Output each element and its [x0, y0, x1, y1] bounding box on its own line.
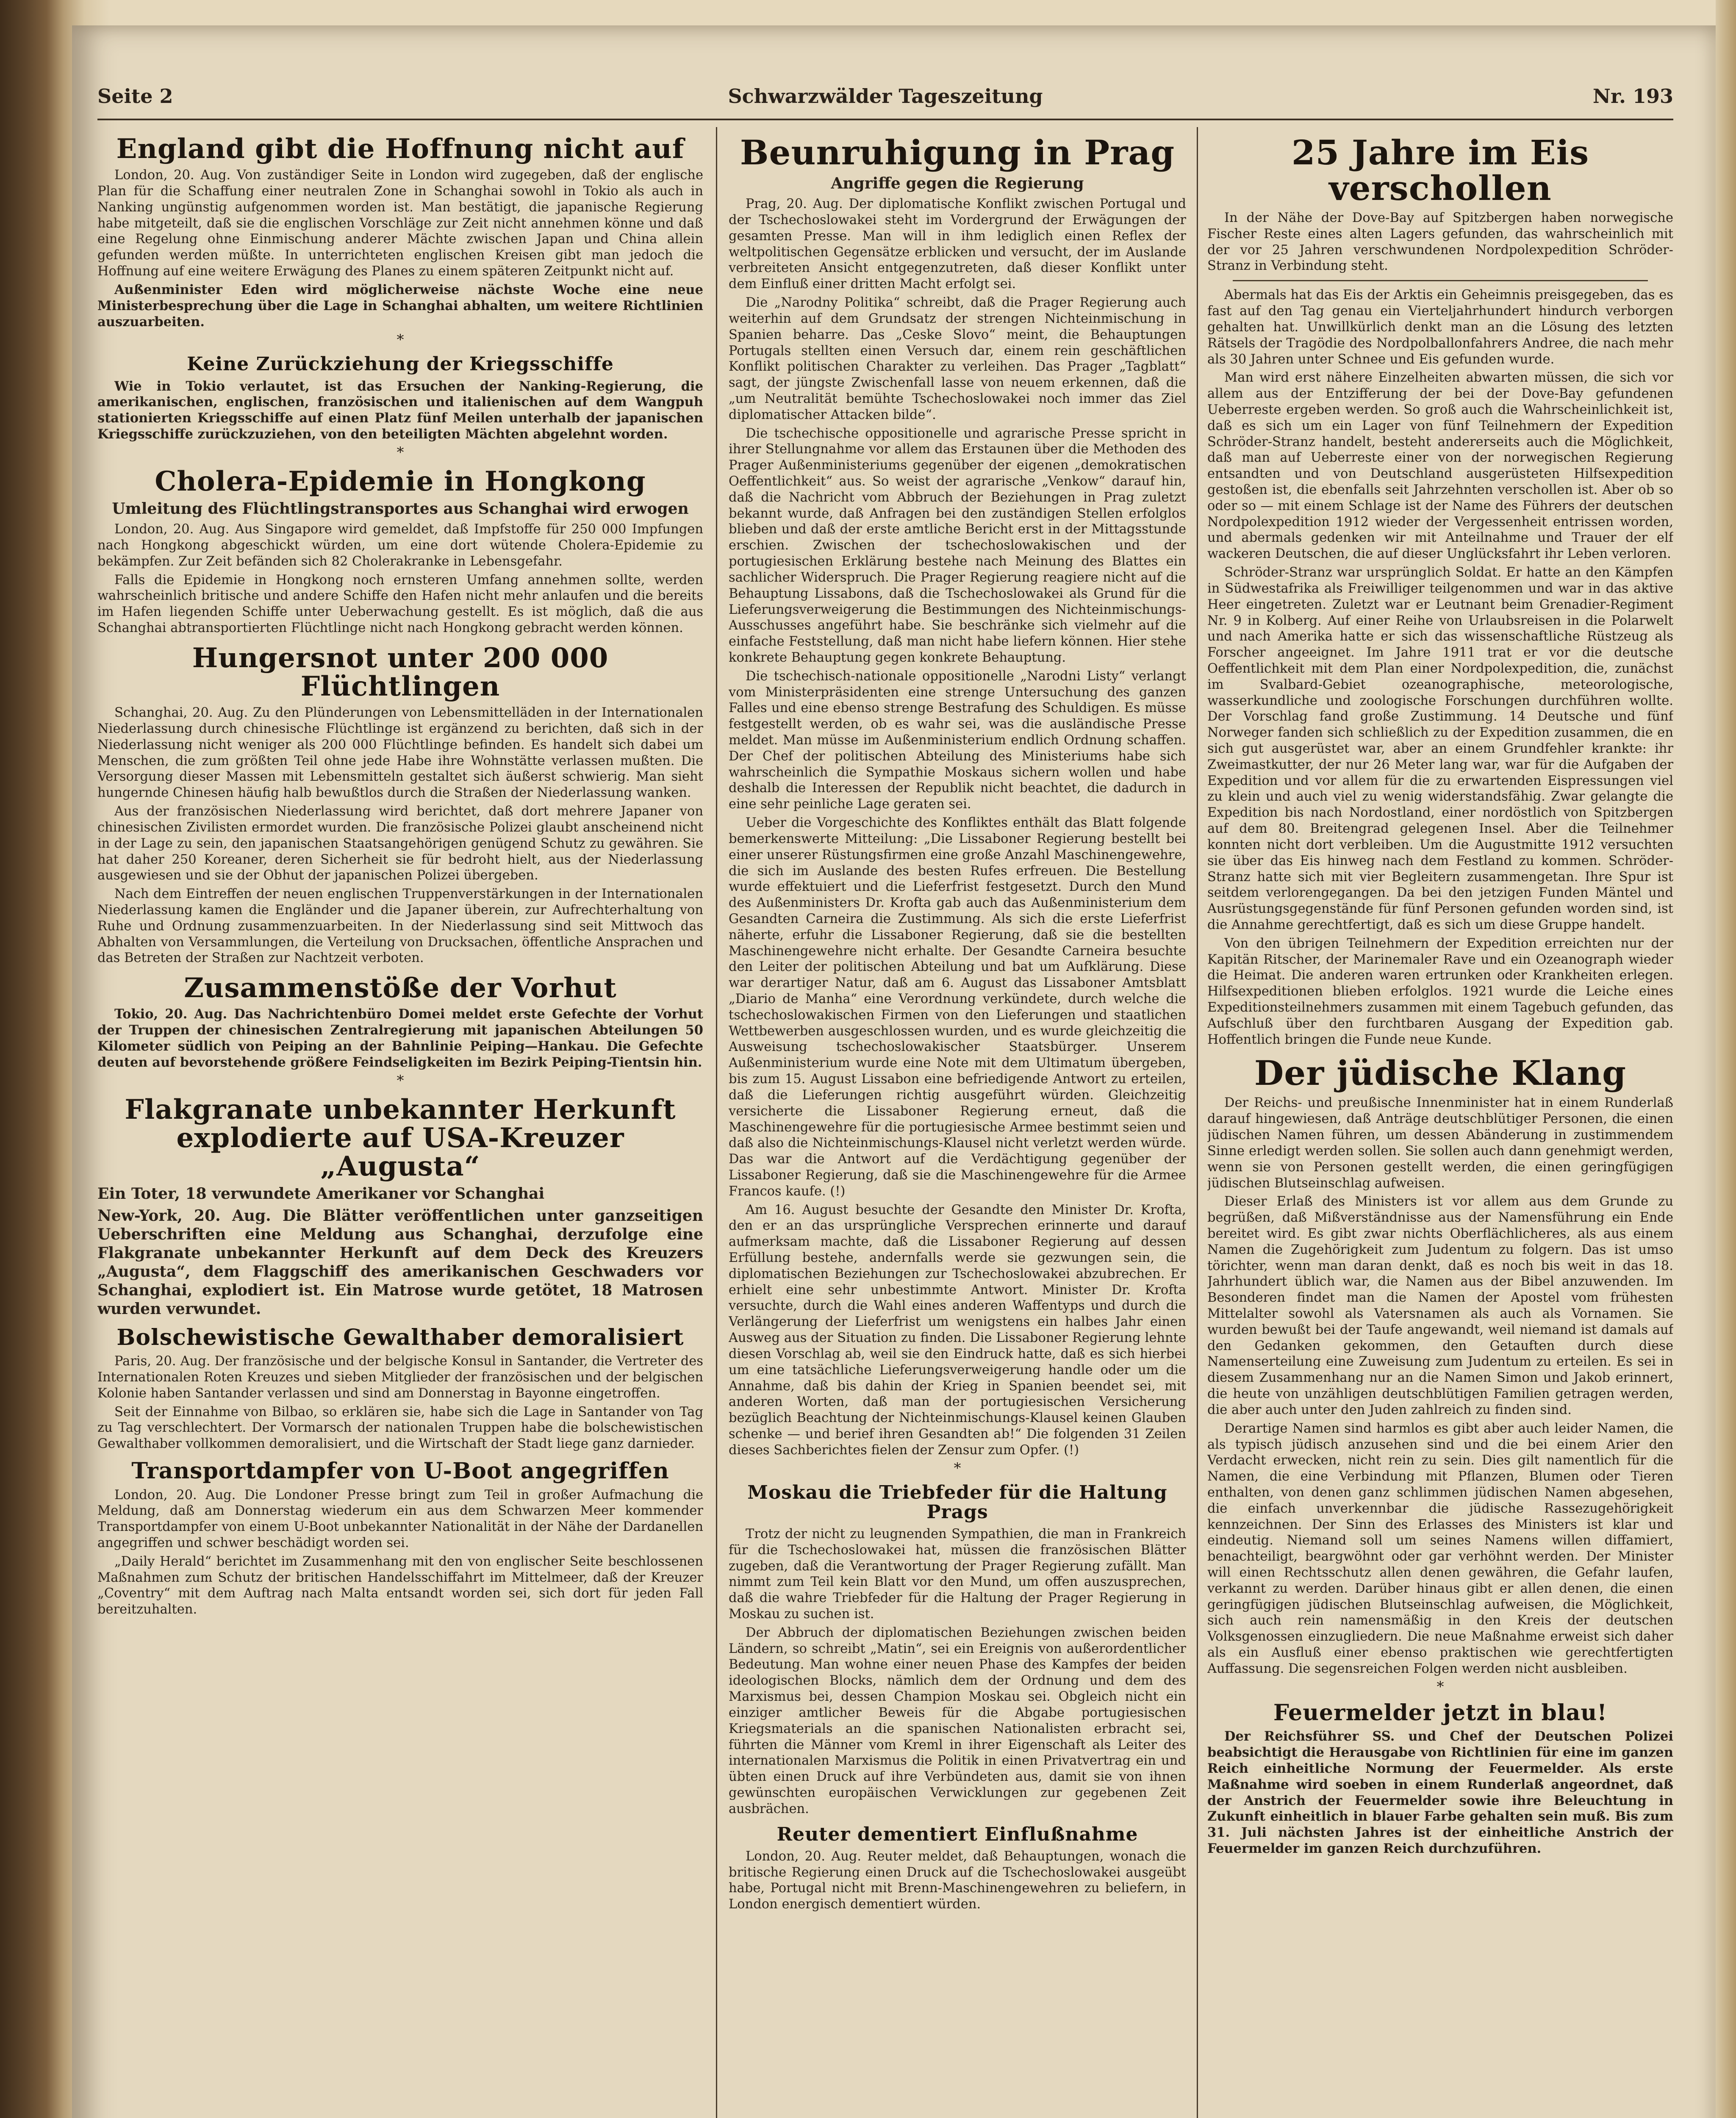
separator-star: * — [397, 331, 404, 349]
article-paragraph: Am 16. August besuchte der Gesandte den Minister Dr. Krofta, den er an das ursprüngliche Versprechen erinnerte und darauf aufmerksam machte, daß die Lissaboner Regierung auf dessen Erfüllung bestehe, andernfalls werde sie gezwungen sein, die diplomatischen Beziehungen zur Tschechoslowakei abzubrechen. Er erhielt eine sehr unbestimmte Antwort. Minister Dr. Krofta versuchte, durch die Wahl eines anderen Waffentyps und durch die Verlängerung der Lieferfrist um wenigstens ein halbes Jahr einen Ausweg aus der Situation zu finden. Die Lissaboner Regierung lehnte diesen Vorschlag ab, weil sie den Eindruck hatte, daß es sich hierbei um eine tatsächliche Lieferungsverweigerung handle oder um die Annahme, daß bis dahin der Krieg in Spanien beendet sei, mit anderen Worten, daß man der portugiesischen Versicherung bezüglich Beachtung der Nichteinmischungs-Klausel keinen Glauben schenke — und berief ihren Gesandten ab!“ Die folgenden 31 Zeilen dieses Sachberichtes fielen der Zensur zum Opfer. (!) — [729, 1202, 1186, 1458]
article-paragraph: Außenminister Eden wird möglicherweise nächste Woche eine neue Ministerbesprechung über die Lage in Schanghai abhalten, um weitere Richtlinien auszuarbeiten. — [97, 282, 703, 330]
article-paragraph: Paris, 20. Aug. Der französische und der belgische Konsul in Santander, die Vertreter des Internationalen Roten Kreuzes und sieben Mitglieder der französischen und der belgischen Kolonie haben Santander verlassen und sind am Donnerstag in Bayonne eingetroffen. — [97, 1354, 703, 1401]
separator-star: * — [397, 444, 404, 461]
article-paragraph: Aus der französischen Niederlassung wird berichtet, daß dort mehrere Japaner von chinesischen Zivilisten ermordet wurden. Die französische Polizei glaubt anscheinend nicht in der Lage zu sein, den japanischen Staatsangehörigen genügend Schutz zu gewähren. Sie hat daher 250 Koreaner, deren Sicherheit sie für bedroht hielt, aus der Niederlassung ausgewiesen und sie der Obhut der japanischen Polizei übergeben. — [97, 804, 703, 883]
article-paragraph: London, 20. Aug. Reuter meldet, daß Behauptungen, wonach die britische Regierung einen Druck auf die Tschechoslowakei ausgeübt habe, Portugal nicht mit Brenn-Maschinengewehren zu beliefern, in London energisch dementiert würden. — [729, 1849, 1186, 1912]
column-2 — [729, 127, 1186, 2118]
article-paragraph: Von den übrigen Teilnehmern der Expedition erreichten nur der Kapitän Ritscher, der Marinemaler Rave und ein Ozeanograph wieder die Heimat. Die anderen waren ertrunken oder Krankheiten erlegen. Hilfsexpeditionen blieben erfolglos. 1921 wurde die Leiche eines Expeditionsteilnehmers zusammen mit einem Tagebuch gefunden, das Aufschluß über den furchtbaren Ausgang der Expedition gab. Hoffentlich bringen die Funde neue Kunde. — [1207, 936, 1673, 1047]
headline: Cholera-Epidemie in Hongkong — [155, 465, 646, 497]
divider — [1233, 280, 1648, 281]
headline: Keine Zurückziehung der Kriegsschiffe — [187, 353, 614, 375]
headline: Zusammenstöße der Vorhut — [184, 972, 617, 1004]
article-paragraph: Falls die Epidemie in Hongkong noch ernsteren Umfang annehmen sollte, werden wahrscheinlich britische und andere Schiffe den Hafen nicht mehr anlaufen und die bereits im Hafen liegenden Schiffe unter Ueberwachung gestellt. Es ist möglich, daß die aus Schanghai abtransportierten Flüchtlinge nicht nach Hongkong gebracht werden können. — [97, 572, 703, 635]
article-paragraph: Tokio, 20. Aug. Das Nachrichtenbüro Domei meldet erste Gefechte der Vorhut der Truppen der chinesischen Zentralregierung mit japanischen Abteilungen 50 Kilometer südlich von Peiping an der Bahnlinie Peiping—Hankau. Die Gefechte deuten auf bevorstehende größere Feindseligkeiten im Bezirk Peiping-Tientsin hin. — [97, 1006, 703, 1070]
separator-star: * — [954, 1459, 961, 1477]
headline: Flakgranate unbekannter Herkunft explodierte auf USA-Kreuzer „Augusta“ — [125, 1093, 676, 1182]
subheadline: Ein Toter, 18 verwundete Amerikaner vor Schanghai — [97, 1185, 545, 1203]
article-paragraph: Schanghai, 20. Aug. Zu den Plünderungen von Lebensmittelläden in der Internationalen Niederlassung durch chinesische Flüchtlinge ist ergänzend zu berichten, daß sich in der Niederlassung nicht weniger als 200 000 Flüchtlinge befinden. Es handelt sich dabei um Menschen, die zum größten Teil ohne jede Habe ihre Wohnstätte verlassen mußten. Die Versorgung dieser Massen mit Lebensmitteln gestaltet sich äußerst schwierig. Man sieht hungernde Chinesen häufig halb bewußtlos durch die Straßen der Niederlassung wanken. — [97, 705, 703, 801]
article-lead: In der Nähe der Dove-Bay auf Spitzbergen haben norwegische Fischer Reste eines alten Lagers gefunden, das wahrscheinlich mit der vor 25 Jahren verschwundenen Nordpolexpedition Schröder-Stranz in Verbindung steht. — [1207, 211, 1673, 274]
article-paragraph: Man wird erst nähere Einzelheiten abwarten müssen, die sich vor allem aus der Entzifferung der bei der Dove-Bay gefundenen Ueberreste ergeben werden. So groß auch die Wahrscheinlichkeit ist, daß es sich um ein Lager von fünf Teilnehmern der Expedition Schröder-Stranz handelt, besteht andererseits auch die Möglichkeit, daß man auf Ueberreste einer von der norwegischen Regierung entsandten und von Deutschland ausgerüsteten Hilfsexpedition gestoßen ist, die ebenfalls seit Jahrzehnten verschollen ist. Aber ob so oder so — mit einem Schlage ist der Name des Führers der deutschen Nordpolexpedition 1912 wieder der Vergessenheit entrissen worden, und abermals gedenken wir mit Anteilnahme und Trauer der elf wackeren Deutschen, die auf dieser Unglücksfahrt ihr Leben verloren. — [1207, 370, 1673, 562]
article-paragraph: Der Reichsführer SS. und Chef der Deutschen Polizei beabsichtigt die Herausgabe von Richtlinien für eine im ganzen Reich einheitliche Normung der Feuermelder. Als erste Maßnahme wird soeben in einem Runderlaß angeordnet, daß der Anstrich der Feuermelder sowie ihre Beleuchtung in Zukunft einheitlich in blauer Farbe gehalten sein muß. Bis zum 31. Juli nächsten Jahres ist der einheitliche Anstrich der Feuermelder im ganzen Reich durchzuführen. — [1207, 1729, 1673, 1856]
article-paragraph: Wie in Tokio verlautet, ist das Ersuchen der Nanking-Regierung, die amerikanischen, englischen, französischen und italienischen auf dem Wangpuh stationierten Kriegsschiffe auf einen Platz fünf Meilen unterhalb der japanischen Kriegsschiffe zurückzuziehen, von den beteiligten Mächten abgelehnt worden. — [97, 378, 703, 442]
article-paragraph: Prag, 20. Aug. Der diplomatische Konflikt zwischen Portugal und der Tschechoslowakei steht im Vordergrund der Erwägungen der gesamten Presse. Man will in ihm lediglich einen Reflex der weltpolitischen Gegensätze erblicken und versucht, der im Auslande verbreiteten Ansicht entgegenzutreten, daß dieser Konflikt unter dem Einfluß einer dritten Macht erfolgt sei. — [729, 197, 1186, 292]
article-paragraph: Derartige Namen sind harmlos es gibt aber auch leider Namen, die als typisch jüdisch anzusehen sind und die bei einem Arier den Verdacht erwecken, nicht rein zu sein. Dies gilt namentlich für die Namen, die eine Verbindung mit Pflanzen, Blumen oder Tieren enthalten, von denen ganz schlimmen jüdischen Namen abgesehen, die einfach unverkennbar die jüdische Rassezugehörigkeit kennzeichnen. Der Sinn des Erlasses des Ministers ist klar und eindeutig. Niemand soll um seines Namens willen diffamiert, benachteiligt, beargwöhnt oder gar verhöhnt werden. Der Minister will einen Rechtsschutz allen denen gewähren, die Gefahr laufen, verkannt zu werden. Darüber hinaus gibt er allen denen, die einen geringfügigen jüdischen Blutseinschlag aufweisen, die Möglichkeit, sich auch rein namensmäßig in den Kreis der deutschen Volksgenossen einzugliedern. Die neue Maßnahme erweist sich daher als ein Ausfluß einer ebenso praktischen wie gerechtfertigten Auffassung. Die segensreichen Folgen werden nicht ausbleiben. — [1207, 1421, 1673, 1676]
page-edge — [1716, 0, 1736, 2118]
article-paragraph: London, 20. Aug. Von zuständiger Seite in London wird zugegeben, daß der englische Plan für die Schaffung einer neutralen Zone in Schanghai sowohl in Tokio als auch in Nanking ungünstig aufgenommen worden ist. Man bestätigt, die japanische Regierung habe mitgeteilt, daß sie die englischen Vorschläge zur Zeit nicht annehmen könne und daß eine Regelung ohne Einmischung anderer Mächte zwischen Japan und China allein gefunden werden müßte. In unterrichteten englischen Kreisen gibt man jedoch die Hoffnung auf eine weitere Erwägung des Planes zu einem späteren Zeitpunkt nicht auf. — [97, 168, 703, 279]
article-paragraph: „Daily Herald“ berichtet im Zusammenhang mit den von englischer Seite beschlossenen Maßnahmen zum Schutz der britischen Handelsschiffahrt im Mittelmeer, daß der Kreuzer „Coventry“ mit dem Auftrag nach Malta entsandt worden sei, sich dort für jeden Fall bereitzuhalten. — [97, 1554, 703, 1617]
headline: Bolschewistische Gewalthaber demoralisiert — [116, 1324, 684, 1350]
article-paragraph: London, 20. Aug. Die Londoner Presse bringt zum Teil in großer Aufmachung die Meldung, daß am Donnerstag wiederum ein aus dem Schwarzen Meer kommender Transportdampfer von einem U-Boot unbekannter Nationalität in der Nähe der Dardanellen angegriffen und schwer beschädigt worden sei. — [97, 1487, 703, 1551]
column-3 — [1207, 127, 1673, 2118]
headline: 25 Jahre im Eis verschollen — [1291, 133, 1589, 208]
subheadline: Angriffe gegen die Regierung — [831, 175, 1084, 192]
article-paragraph: Die „Narodny Politika“ schreibt, daß die Prager Regierung auch weiterhin auf dem Grundsatz der strengen Nichteinmischung in Spanien beharre. Das „Ceske Slovo“ meint, die Behauptungen Portugals stellten einen Versuch dar, einem rein geschäftlichen Konflikt politischen Charakter zu verleihen. Das Prager „Tagblatt“ sagt, der jüngste Zwischenfall lasse von neuem erkennen, daß die „um Neutralität bemühte Tschechoslowakei noch immer das Ziel diplomatischer Attacken bilde“. — [729, 295, 1186, 422]
headline: England gibt die Hoffnung nicht auf — [116, 133, 685, 165]
article-paragraph: Nach dem Eintreffen der neuen englischen Truppenverstärkungen in der Internationalen Niederlassung kamen die Engländer und die Japaner überein, zur Aufrechterhaltung von Ruhe und Ordnung zusammenzuarbeiten. In der Niederlassung sind seit Mittwoch das Abhalten von Versammlungen, die Verteilung von Drucksachen, öffentliche Ansprachen und das Betreten der Straßen zur Nachtzeit verboten. — [97, 887, 703, 966]
page-header — [97, 85, 1673, 120]
article-paragraph: Dieser Erlaß des Ministers ist vor allem aus dem Grunde zu begrüßen, daß Mißverständnisse aus der Namensführung ein Ende bereitet wird. Es gibt zwar nichts Oberflächlicheres, als aus einem Namen die Zugehörigkeit zum Judentum zu folgern. Das ist umso törichter, wenn man daran denkt, daß es noch bis weit in das 18. Jahrhundert üblich war, die Namen aus der Bibel anzuwenden. Im Besonderen findet man die Namen der Apostel vom frühesten Mittelalter sowohl als Vatersnamen als auch als Vornamen. Sie wurden bewußt bei der Taufe angewandt, weil niemand ist damals auf den Gedanken gekommen, den Getauften durch diese Namenserteilung eine Zuweisung zum Judentum zu erteilen. Es sei in diesem Zusammenhang nur an die Namen Simon und Jakob erinnert, die heute von unzähligen deutschblütigen Familien getragen werden, die aber auch unter den Juden zahlreich zu finden sind. — [1207, 1194, 1673, 1417]
separator-star: * — [397, 1072, 404, 1089]
column-rule — [716, 127, 717, 2118]
article-paragraph: Die tschechische oppositionelle und agrarische Presse spricht in ihrer Stellungnahme vor allem das Erstaunen über die Methoden des Prager Außenministeriums gegenüber der eigenen „demokratischen Oeffentlichkeit“ aus. So weist der agrarische „Venkow“ darauf hin, daß die Nachricht vom Abbruch der Beziehungen in Prag zuletzt bekannt wurde, daß Anfragen bei den zuständigen Stellen erfolglos blieben und daß der erste amtliche Bericht erst in der Mittagsstunde erschien. Zwischen der tschechoslowakischen und der portugiesischen Erklärung bestehe nach Meinung des Blattes ein sachlicher Widerspruch. Die Prager Regierung reagiere nicht auf die Behauptung Lissabons, daß die Tschechoslowakei als Grund für die Lieferungsverweigerung die Bestimmungen des Nichteinmischungs-Ausschusses angeführt habe. Sie beschränke sich vielmehr auf die einfache Feststellung, daß man nicht habe liefern können. Hier stehe konkrete Behauptung gegen konkrete Behauptung. — [729, 426, 1186, 665]
headline: Reuter dementiert Einflußnahme — [776, 1823, 1138, 1845]
headline: Hungersnot unter 200 000 Flüchtlingen — [192, 642, 609, 702]
column-1 — [97, 127, 703, 2118]
page-number: Seite 2 — [97, 85, 173, 108]
headline: Transportdampfer von U-Boot angegriffen — [131, 1458, 669, 1484]
article-paragraph: Der Reichs- und preußische Innenminister hat in einem Runderlaß darauf hingewiesen, daß Anträge deutschblütiger Personen, die einen jüdischen Namen führen, um dessen Abänderung in zustimmendem Sinne erledigt werden sollen. Sie sollen auch dann genehmigt werden, wenn sie von Personen gestellt werden, die einen geringfügigen jüdischen Blutseinschlag aufweisen. — [1207, 1095, 1673, 1191]
headline: Der jüdische Klang — [1254, 1053, 1627, 1093]
separator-star: * — [1436, 1678, 1444, 1695]
subheadline: Umleitung des Flüchtlingstransportes aus Schanghai wird erwogen — [112, 499, 689, 518]
article-paragraph: Der Abbruch der diplomatischen Beziehungen zwischen beiden Ländern, so schreibt „Matin“, sei ein Ereignis von außerordentlicher Bedeutung. Man wohne einer neuen Phase des Kampfes der beiden ideologischen Blocks, nämlich dem der Ordnung und dem des Marxismus bei, dessen Champion Moskau sei. Obgleich nicht ein einziger amtlicher Beweis für die Abgabe portugiesischen Kriegsmaterials an die spanischen Nationalisten erbracht sei, führten die Männer vom Kreml in ihrer Eigenschaft als Leiter des internationalen Marxismus die Politik in einen Privatvertrag ein und übten einen Druck auf ihre Verbündeten aus, damit sie von ihnen gewünschten europäischen Verwicklungen zur gegebenen Zeit ausbrächen. — [729, 1625, 1186, 1816]
article-paragraph: Abermals hat das Eis der Arktis ein Geheimnis preisgegeben, das es fast auf den Tag genau ein Vierteljahrhundert hindurch verborgen gehalten hat. Unwillkürlich denkt man an die Lösung des letzten Rätsels der Tragödie des Nordpolballonfahrers Andree, die nach mehr als 30 Jahren unter Schnee und Eis gefunden wurde. — [1207, 288, 1673, 367]
newspaper-title: Schwarzwälder Tageszeitung — [728, 85, 1043, 108]
issue-number: Nr. 193 — [1592, 85, 1673, 108]
article-paragraph: Die tschechisch-nationale oppositionelle „Narodni Listy“ verlangt vom Ministerpräsidenten eine strenge Untersuchung des ganzen Falles und eine ebenso strenge Bestrafung des Schuldigen. Es müsse festgestellt werden, ob es wahr sei, was die ausländische Presse meldet. Man müsse im Außenministerium endlich Ordnung schaffen. Der Chef der politischen Abteilung des Ministeriums habe sich wahrscheinlich die Sympathie Moskaus sichern wollen und habe deshalb die Interessen der Republik nicht beachtet, die dadurch in eine sehr peinliche Lage geraten sei. — [729, 668, 1186, 812]
headline: Beunruhigung in Prag — [740, 133, 1175, 172]
article-paragraph: Ueber die Vorgeschichte des Konfliktes enthält das Blatt folgende bemerkenswerte Mitteilung: „Die Lissaboner Regierung bestellt bei einer unserer Rüstungsfirmen eine große Anzahl Maschinengewehre, die sich im Auslande des besten Rufes erfreuen. Die Bestellung wurde effektuiert und die Lieferfrist festgesetzt. Durch den Mund des Außenministers Dr. Krofta gab auch das Außenministerium dem Gesandten Carneira die Zustimmung. Als sich die erste Lieferfrist näherte, erfuhr die Lissaboner Regierung, daß sie die bestellten Maschinengewehre nicht erhalte. Der Gesandte Carneira besuchte den Leiter der politischen Abteilung und bat um Aufklärung. Diese war derartiger Natur, daß am 6. August das Lissaboner Amtsblatt „Diario de Manha“ eine Verordnung verkündete, durch welche die tschechoslowakischen Firmen von den Lieferungen und staatlichen Wettbewerben ausgeschlossen wurden, und es wurde gleichzeitig die Ausweisung tschechoslowakischer Staatsbürger. Unserem Außenministerium wurde eine Note mit dem Ultimatum übergeben, bis zum 15. August Lissabon eine befriedigende Antwort zu erteilen, daß die Lieferungen richtig ausgeführt würden. Gleichzeitig versicherte die Lissaboner Regierung erneut, daß die Maschinengewehre für die portugiesische Armee bestimmt seien und daß also die Nichteinmischungs-Klausel nicht verletzt werden würde. Das war die Antwort auf die Verdächtigung gegenüber der Lissaboner Regierung, daß sie die Maschinengewehre für die Armee Francos kaufe. (!) — [729, 815, 1186, 1199]
article-paragraph: Schröder-Stranz war ursprünglich Soldat. Er hatte an den Kämpfen in Südwestafrika als Freiwilliger teilgenommen und war in das aktive Heer eingetreten. Zuletzt war er Leutnant beim Grenadier-Regiment Nr. 9 in Kolberg. Auf einer Reihe von Urlaubsreisen in die Polarwelt und nach Amerika hatte er sich das wissenschaftliche Rüstzeug als Forscher angeeignet. Im Jahre 1911 trat er vor die deutsche Oeffentlichkeit mit dem Plan einer Nordpolexpedition, die, zunächst im Svalbard-Gebiet ozeanographische, meteorologische, wasserkundliche und zoologische Forschungen durchführen wollte. Der Vorschlag fand große Zustimmung. 14 Deutsche und fünf Norweger fanden sich schließlich zu der Expedition zusammen, die en sich gut ausgerüstet war, aber an einem Grundfehler krankte: ihr Zweimastkutter, der nur 26 Meter lang war, war für die Aufgaben der Expedition und vor allem für die zu erwartenden Eispressungen viel zu klein und auch viel zu wenig widerstandsfähig. Zwar gelangte die Expedition bis nach Nordostland, einer nordöstlich von Spitzbergen auf dem 80. Breitengrad gelegenen Insel. Aber die Teilnehmer konnten nicht dort verbleiben. Um die Augustmitte 1912 versuchten sie über das Eis hinweg nach dem Festland zu kommen. Schröder-Stranz hatte sich mit vier Begleitern zusammengetan. Ihre Spur ist seitdem verlorengegangen. Da bei den jetzigen Funden Mäntel und Ausrüstungsgegenstände für fünf Personen gefunden worden sind, ist die Annahme gerechtfertigt, daß es sich um diese Gruppe handelt. — [1207, 565, 1673, 932]
article-paragraph: New-York, 20. Aug. Die Blätter veröffentlichen unter ganzseitigen Ueberschriften eine Meldung aus Schanghai, derzufolge eine Flakgranate unbekannter Herkunft auf dem Deck des Kreuzers „Augusta“, dem Flaggschiff des amerikanischen Geschwaders vor Schanghai, explodiert ist. Ein Matrose wurde getötet, 18 Matrosen wurden verwundet. — [97, 1207, 703, 1318]
article-paragraph: Trotz der nicht zu leugnenden Sympathien, die man in Frankreich für die Tschechoslowakei hat, müssen die französischen Blätter zugeben, daß die Verantwortung der Prager Regierung zufällt. Man nimmt zum Teil kein Blatt vor den Mund, um offen auszusprechen, daß die wahre Triebfeder für die Haltung der Prager Regierung in Moskau zu suchen ist. — [729, 1526, 1186, 1622]
headline: Feuermelder jetzt in blau! — [1273, 1699, 1607, 1726]
article-paragraph: London, 20. Aug. Aus Singapore wird gemeldet, daß Impfstoffe für 250 000 Impfungen nach Hongkong abgeschickt würden, um eine dort wütende Cholera-Epidemie zu bekämpfen. Zur Zeit befänden sich 82 Cholerakranke in Lebensgefahr. — [97, 522, 703, 569]
article-paragraph: Seit der Einnahme von Bilbao, so erklären sie, habe sich die Lage in Santander von Tag zu Tag verschlechtert. Der Vormarsch der nationalen Truppen habe die bolschewistischen Gewalthaber vollkommen demoralisiert, und die Wirtschaft der Stadt liege ganz darnieder. — [97, 1404, 703, 1452]
headline: Moskau die Triebfeder für die Haltung Prags — [747, 1481, 1168, 1523]
column-rule — [1197, 127, 1198, 2118]
